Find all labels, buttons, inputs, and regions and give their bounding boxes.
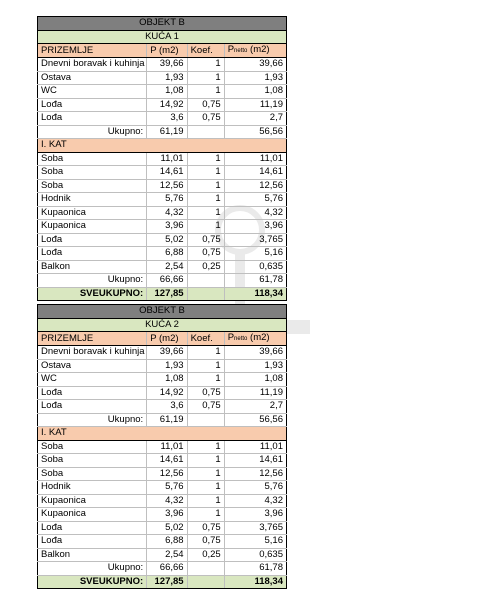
- net-area-value: 12,56: [224, 467, 286, 481]
- area-value: 14,92: [147, 98, 187, 112]
- room-name: Lođa: [38, 247, 147, 261]
- coefficient-value: 0,75: [187, 112, 224, 126]
- object-header-row: [38, 305, 287, 319]
- subtotal-area: 66,66: [147, 274, 187, 288]
- area-table-kuca-2: [37, 304, 287, 589]
- object-title: OBJEKT B: [38, 17, 287, 31]
- coefficient-value: 1: [187, 508, 224, 522]
- coefficient-value: 0,75: [187, 98, 224, 112]
- net-area-value: 5,76: [224, 481, 286, 495]
- table-row: [38, 71, 287, 85]
- table-row: [38, 467, 287, 481]
- coefficient-value: 1: [187, 454, 224, 468]
- col-header-p: P (m2): [147, 44, 187, 58]
- area-value: 14,61: [147, 166, 187, 180]
- coefficient-value: 1: [187, 373, 224, 387]
- table-row: [38, 494, 287, 508]
- column-header-row: [38, 44, 287, 58]
- subtotal-label: Ukupno:: [38, 413, 147, 427]
- section-title-floor: I. KAT: [38, 139, 287, 153]
- table-row: [38, 400, 287, 414]
- net-area-value: 3,765: [224, 233, 286, 247]
- table-row: [38, 166, 287, 180]
- table-row: [38, 454, 287, 468]
- room-name: Ostava: [38, 359, 147, 373]
- area-value: 6,88: [147, 535, 187, 549]
- room-name: Hodnik: [38, 193, 147, 207]
- subtotal-net-area: 56,56: [224, 413, 286, 427]
- grand-total-label: SVEUKUPNO:: [38, 287, 147, 301]
- grand-total-row: [38, 575, 287, 589]
- table-row: [38, 508, 287, 522]
- room-name: Balkon: [38, 260, 147, 274]
- room-name: Dnevni boravak i kuhinja: [38, 346, 147, 360]
- area-value: 3,6: [147, 400, 187, 414]
- coefficient-value: 0,75: [187, 233, 224, 247]
- subtotal-row: [38, 413, 287, 427]
- room-name: Soba: [38, 166, 147, 180]
- table-row: [38, 98, 287, 112]
- net-area-value: 11,19: [224, 98, 286, 112]
- area-value: 2,54: [147, 260, 187, 274]
- room-name: WC: [38, 85, 147, 99]
- area-value: 6,88: [147, 247, 187, 261]
- coefficient-value: 1: [187, 58, 224, 72]
- net-area-value: 5,76: [224, 193, 286, 207]
- coefficient-value: 1: [187, 206, 224, 220]
- net-area-value: 14,61: [224, 454, 286, 468]
- room-name: Kupaonica: [38, 508, 147, 522]
- net-area-value: 4,32: [224, 206, 286, 220]
- area-value: 11,01: [147, 152, 187, 166]
- table-row: [38, 152, 287, 166]
- room-name: Lođa: [38, 98, 147, 112]
- col-header-koef: Koef.: [187, 44, 224, 58]
- subtotal-label: Ukupno:: [38, 125, 147, 139]
- room-name: Soba: [38, 454, 147, 468]
- table-row: [38, 206, 287, 220]
- room-name: Soba: [38, 440, 147, 454]
- net-area-value: 2,7: [224, 400, 286, 414]
- area-value: 11,01: [147, 440, 187, 454]
- net-area-value: 11,19: [224, 386, 286, 400]
- area-value: 3,96: [147, 220, 187, 234]
- net-area-value: 11,01: [224, 440, 286, 454]
- coefficient-value: 0,75: [187, 400, 224, 414]
- net-area-value: 1,08: [224, 373, 286, 387]
- area-value: 3,6: [147, 112, 187, 126]
- col-header-p: P (m2): [147, 332, 187, 346]
- coefficient-value: 0,75: [187, 535, 224, 549]
- subtotal-area: 66,66: [147, 562, 187, 576]
- net-area-value: 0,635: [224, 548, 286, 562]
- subtotal-net-area: 61,78: [224, 274, 286, 288]
- table-row: [38, 481, 287, 495]
- subtotal-row: [38, 125, 287, 139]
- grand-total-area: 127,85: [147, 287, 187, 301]
- subtotal-net-area: 61,78: [224, 562, 286, 576]
- coefficient-value: 0,25: [187, 260, 224, 274]
- coefficient-value: 1: [187, 359, 224, 373]
- coefficient-value: 1: [187, 193, 224, 207]
- col-header-pnetto: Pnetto (m2): [224, 44, 286, 58]
- area-value: 1,08: [147, 373, 187, 387]
- table-row: [38, 346, 287, 360]
- room-name: Soba: [38, 179, 147, 193]
- net-area-value: 1,93: [224, 359, 286, 373]
- coefficient-value: 1: [187, 179, 224, 193]
- room-name: Kupaonica: [38, 494, 147, 508]
- area-value: 12,56: [147, 467, 187, 481]
- coefficient-value: 0,25: [187, 548, 224, 562]
- subtotal-label: Ukupno:: [38, 274, 147, 288]
- room-name: Kupaonica: [38, 206, 147, 220]
- area-value: 5,02: [147, 521, 187, 535]
- room-name: Ostava: [38, 71, 147, 85]
- net-area-value: 4,32: [224, 494, 286, 508]
- subtotal-label: Ukupno:: [38, 562, 147, 576]
- section-title-ground: PRIZEMLJE: [38, 44, 147, 58]
- net-area-value: 3,765: [224, 521, 286, 535]
- section-header-row: [38, 139, 287, 153]
- grand-total-net-area: 118,34: [224, 575, 286, 589]
- coefficient-value: 0,75: [187, 521, 224, 535]
- object-title: OBJEKT B: [38, 305, 287, 319]
- room-name: Lođa: [38, 521, 147, 535]
- area-value: 39,66: [147, 346, 187, 360]
- table-row: [38, 193, 287, 207]
- coefficient-value: 1: [187, 467, 224, 481]
- room-name: Soba: [38, 467, 147, 481]
- room-name: Lođa: [38, 535, 147, 549]
- coefficient-value: 1: [187, 346, 224, 360]
- room-name: Lođa: [38, 112, 147, 126]
- table-row: [38, 85, 287, 99]
- table-row: [38, 386, 287, 400]
- area-value: 5,76: [147, 193, 187, 207]
- section-title-ground: PRIZEMLJE: [38, 332, 147, 346]
- net-area-value: 14,61: [224, 166, 286, 180]
- area-value: 39,66: [147, 58, 187, 72]
- coefficient-value: 0,75: [187, 247, 224, 261]
- section-title-floor: I. KAT: [38, 427, 287, 441]
- area-value: 14,61: [147, 454, 187, 468]
- net-area-value: 12,56: [224, 179, 286, 193]
- table-row: [38, 58, 287, 72]
- area-table-kuca-1: [37, 16, 287, 301]
- area-value: 1,93: [147, 359, 187, 373]
- coefficient-value: 1: [187, 481, 224, 495]
- net-area-value: 39,66: [224, 346, 286, 360]
- net-area-value: 3,96: [224, 220, 286, 234]
- house-header-row: [38, 318, 287, 332]
- house-title: KUĆA 2: [38, 318, 287, 332]
- table-row: [38, 112, 287, 126]
- coefficient-value: 1: [187, 494, 224, 508]
- coefficient-value: 1: [187, 152, 224, 166]
- col-header-pnetto: Pnetto (m2): [224, 332, 286, 346]
- area-value: 1,08: [147, 85, 187, 99]
- grand-total-row: [38, 287, 287, 301]
- coefficient-value: 1: [187, 220, 224, 234]
- coefficient-value: 1: [187, 71, 224, 85]
- net-area-value: 5,16: [224, 247, 286, 261]
- room-name: WC: [38, 373, 147, 387]
- area-value: 5,02: [147, 233, 187, 247]
- area-value: 14,92: [147, 386, 187, 400]
- table-row: [38, 220, 287, 234]
- room-name: Balkon: [38, 548, 147, 562]
- area-value: 4,32: [147, 206, 187, 220]
- subtotal-area: 61,19: [147, 413, 187, 427]
- table-row: [38, 359, 287, 373]
- col-header-koef: Koef.: [187, 332, 224, 346]
- net-area-value: 0,635: [224, 260, 286, 274]
- subtotal-row: [38, 562, 287, 576]
- area-value: 3,96: [147, 508, 187, 522]
- table-row: [38, 260, 287, 274]
- area-value: 12,56: [147, 179, 187, 193]
- house-header-row: [38, 30, 287, 44]
- net-area-value: 3,96: [224, 508, 286, 522]
- area-value: 5,76: [147, 481, 187, 495]
- room-name: Soba: [38, 152, 147, 166]
- table-row: [38, 548, 287, 562]
- coefficient-value: 1: [187, 85, 224, 99]
- room-name: Hodnik: [38, 481, 147, 495]
- room-name: Lođa: [38, 386, 147, 400]
- room-name: Lođa: [38, 400, 147, 414]
- room-name: Dnevni boravak i kuhinja: [38, 58, 147, 72]
- column-header-row: [38, 332, 287, 346]
- coefficient-value: 1: [187, 166, 224, 180]
- table-row: [38, 535, 287, 549]
- net-area-value: 1,08: [224, 85, 286, 99]
- grand-total-area: 127,85: [147, 575, 187, 589]
- object-header-row: [38, 17, 287, 31]
- table-row: [38, 179, 287, 193]
- section-header-row: [38, 427, 287, 441]
- net-area-value: 2,7: [224, 112, 286, 126]
- table-row: [38, 233, 287, 247]
- subtotal-net-area: 56,56: [224, 125, 286, 139]
- grand-total-net-area: 118,34: [224, 287, 286, 301]
- net-area-value: 11,01: [224, 152, 286, 166]
- room-name: Kupaonica: [38, 220, 147, 234]
- grand-total-label: SVEUKUPNO:: [38, 575, 147, 589]
- subtotal-row: [38, 274, 287, 288]
- coefficient-value: 0,75: [187, 386, 224, 400]
- room-name: Lođa: [38, 233, 147, 247]
- table-row: [38, 440, 287, 454]
- net-area-value: 39,66: [224, 58, 286, 72]
- coefficient-value: 1: [187, 440, 224, 454]
- net-area-value: 5,16: [224, 535, 286, 549]
- table-row: [38, 247, 287, 261]
- net-area-value: 1,93: [224, 71, 286, 85]
- area-value: 2,54: [147, 548, 187, 562]
- subtotal-area: 61,19: [147, 125, 187, 139]
- table-row: [38, 521, 287, 535]
- area-value: 4,32: [147, 494, 187, 508]
- area-value: 1,93: [147, 71, 187, 85]
- house-title: KUĆA 1: [38, 30, 287, 44]
- table-row: [38, 373, 287, 387]
